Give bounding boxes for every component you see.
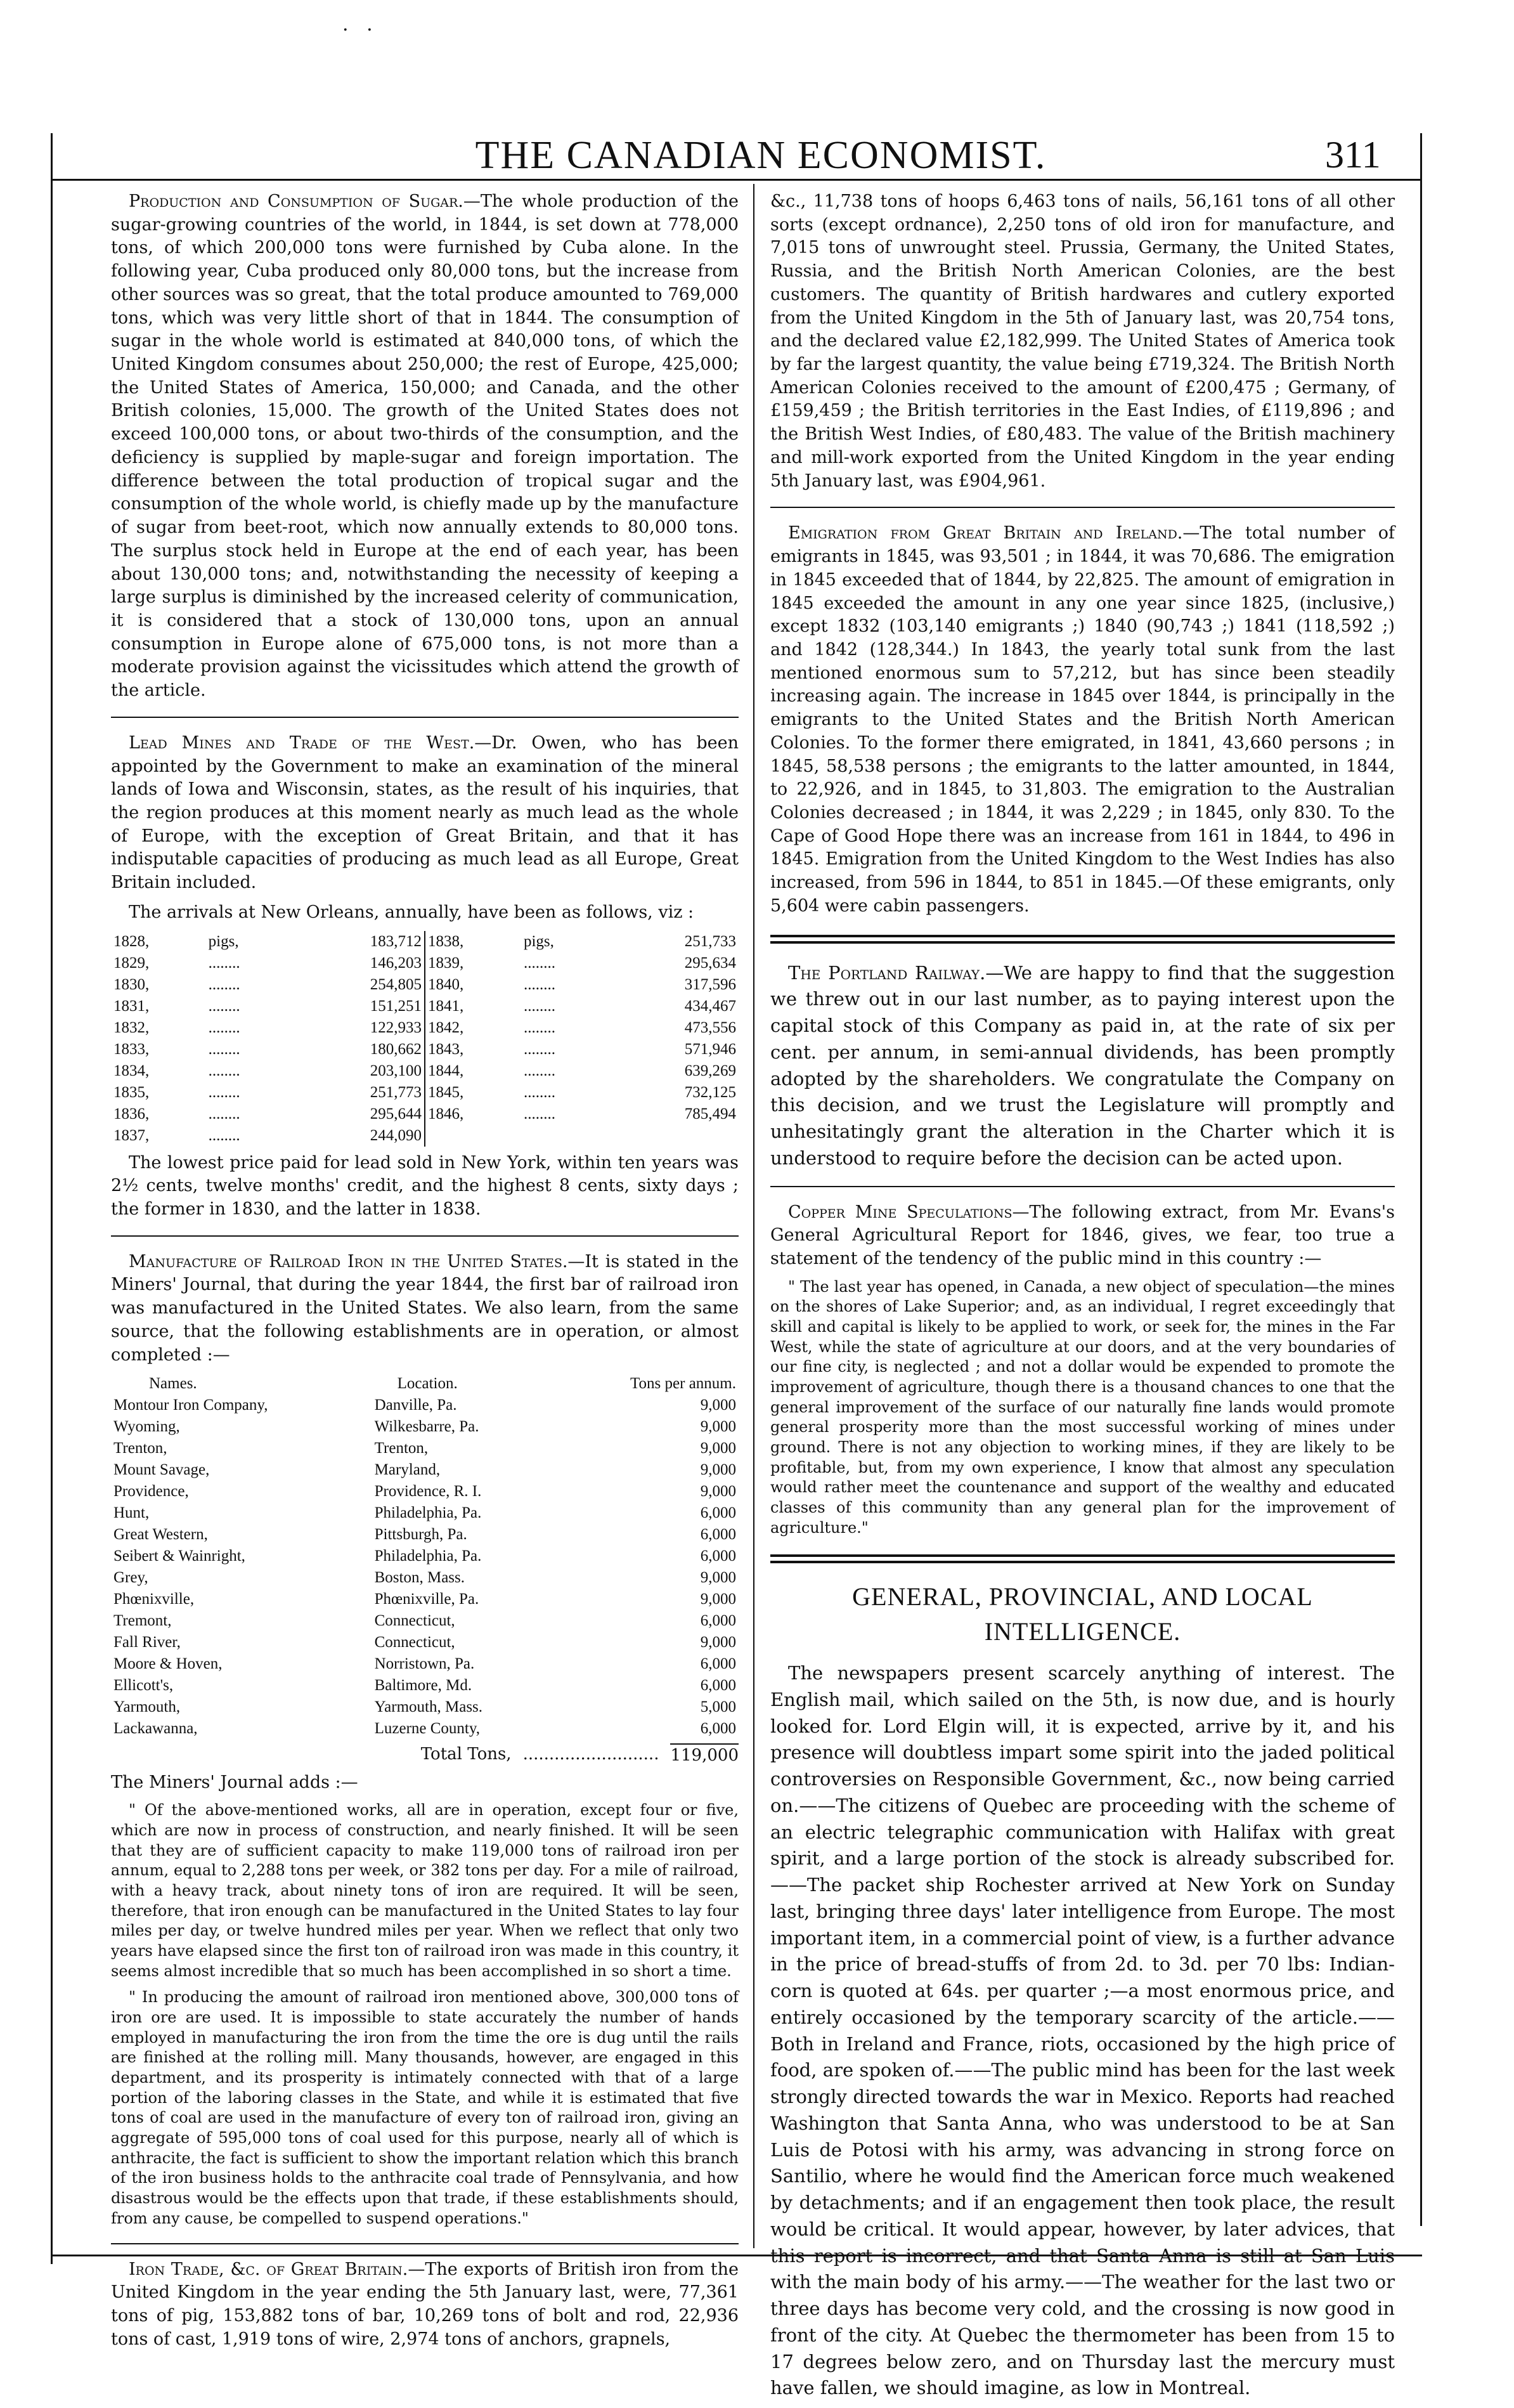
cell-value: 180,662 xyxy=(370,1040,422,1058)
lead-price-note: The lowest price paid for lead sold in New York, within ten years was 2½ cents, twelve months' credit, and the highest 8 cents, sixty days ; the former in 1830, and the latter in 1838. xyxy=(111,1152,739,1219)
col-tons-header: Tons per annum. xyxy=(630,1375,736,1393)
cell-tons: 9,000 xyxy=(700,1483,736,1500)
cell-unit: ........ xyxy=(523,975,555,993)
cell-year: 1839, xyxy=(425,953,521,974)
cell-year: 1841, xyxy=(425,996,521,1017)
cell-tons: 6,000 xyxy=(700,1720,736,1738)
cell-tons: 9,000 xyxy=(700,1461,736,1479)
section-divider xyxy=(111,1235,739,1237)
table-row xyxy=(111,1524,739,1546)
cell-unit: ........ xyxy=(208,1126,240,1144)
iron-continued: &c., 11,738 tons of hoops 6,463 tons of nails, 56,161 tons of all other sorts (except ordnance), 2,250 tons of old iron for manufacture, and 7,015 tons of unwrought steel. Prussia, Germany, the United States, Russia, and the British North American Colonies, are the best customers. The quantity of British hardwares and cutlery exported from the United Kingdom in the 5th of January last, was 20,754 tons, and the declared value £2,182,999. The United States of America took by far the largest quantity, the value being £719,324. The British North American Colonies received to the amount of £200,475 ; Germany, of £159,459 ; the British territories in the East Indies, of £119,896 ; and the British West Indies, of £80,483. The value of the British machinery and mill-work exported from the United Kingdom in the year ending 5th January last, was £904,961. xyxy=(770,192,1395,491)
table-row xyxy=(111,1653,739,1675)
cell-name: Wyoming, xyxy=(113,1418,180,1436)
table-row xyxy=(111,1395,739,1416)
double-rule xyxy=(770,935,1395,944)
portland-article xyxy=(770,960,1395,1172)
lead-article xyxy=(111,732,739,895)
emigration-heading: Emigration from Great Britain and Ireland. xyxy=(788,523,1183,543)
cell-year: 1829, xyxy=(113,954,150,972)
cell-location: Baltimore, Md. xyxy=(374,1677,472,1695)
rail-heading: Manufacture of Railroad Iron in the United States. xyxy=(129,1251,568,1272)
left-border xyxy=(51,133,53,2264)
table-row xyxy=(111,1481,739,1502)
cell-tons: 9,000 xyxy=(700,1591,736,1608)
cell-location: Philadelphia, Pa. xyxy=(374,1504,482,1522)
general-heading: GENERAL, PROVINCIAL, AND LOCAL INTELLIGENCE. xyxy=(852,1582,1313,1646)
total-leader: .......................... xyxy=(522,1745,659,1764)
cell-name: Montour Iron Company, xyxy=(113,1396,268,1414)
cell-tons: 9,000 xyxy=(700,1634,736,1651)
section-divider xyxy=(770,507,1395,508)
cell-unit: ........ xyxy=(208,954,240,972)
cell-unit: ........ xyxy=(523,1083,555,1101)
cell-tons: 6,000 xyxy=(700,1547,736,1565)
cell-name: Phœnixville, xyxy=(113,1591,195,1608)
emigration-text: —The total number of emigrants in 1845, was 93,501 ; in 1844, it was 70,686. The emigration in 1845 exceeded that of 1844, by 22,825. The amount of emigration in 1845 exceeded the amount in any one year since 1825, (inclusive,) except 1832 (103,140 emigrants ;) 1840 (90,743 ;) 1841 (118,592 ;) and 1842 (128,344.) In 1843, the yearly total sunk from the last mentioned enormous sum to 57,212, but has since been steadily increasing again. The increase in 1845 over 1844, is principally in the emigrants to the United States and the British North American Colonies. To the former there emigrated, in 1841, 43,660 persons ; in 1845, 58,538 persons ; the emigrants to the latter amounted, in 1844, to 22,926, and in 1845, to 31,803. The emigration to the Australian Colonies decreased ; in 1844, it was 2,229 ; in 1845, only 830. To the Cape of Good Hope there was an increase from 161 in 1844, to 496 in 1845. Emigration from the United Kingdom to the West Indies has also increased, from 596 in 1844, to 851 in 1845.—Of these emigrants, only 5,604 were cabin passengers. xyxy=(770,523,1395,916)
cell-name: Trenton, xyxy=(113,1440,167,1457)
page-title: THE CANADIAN ECONOMIST. xyxy=(475,134,1047,177)
cell-year: 1840, xyxy=(425,974,521,996)
table-row xyxy=(111,1459,739,1481)
table-row xyxy=(111,1675,739,1696)
total-row xyxy=(111,1743,739,1767)
iron-article xyxy=(111,2258,739,2352)
cell-year: 1834, xyxy=(113,1062,150,1079)
table-row xyxy=(111,974,739,996)
cell-year: 1846, xyxy=(425,1103,521,1125)
table-row xyxy=(111,1610,739,1632)
cell-value: 434,467 xyxy=(684,997,736,1015)
cell-value: 295,644 xyxy=(370,1105,422,1123)
cell-tons: 6,000 xyxy=(700,1504,736,1522)
table-row xyxy=(111,1718,739,1740)
cell-empty xyxy=(521,1125,607,1147)
cell-tons: 9,000 xyxy=(700,1440,736,1457)
cell-value: 473,556 xyxy=(684,1019,736,1036)
lead-heading: Lead Mines and Trade of the West. xyxy=(129,732,475,753)
cell-year: 1830, xyxy=(113,975,150,993)
cell-name: Hunt, xyxy=(113,1504,150,1522)
table-row xyxy=(111,1567,739,1589)
cell-tons: 9,000 xyxy=(700,1418,736,1436)
right-border xyxy=(1420,133,1422,2226)
section-divider xyxy=(770,1186,1395,1187)
iron-text: —The exports of British iron from the United Kingdom in the year ending the 5th January last, were, 77,361 tons of pig, 153,882 tons of bar, 10,269 tons of bolt and rod, 22,936 tons of cast, 1,919 tons of wire, 2,974 tons of anchors, grapnels, xyxy=(111,2259,739,2349)
sugar-text: —The whole production of the sugar-growing countries of the world, in 1844, is set down at 778,000 tons, of which 200,000 tons were furnished by Cuba alone. In the following year, Cuba produced only 80,000 tons, but the increase from other sources was so great, that the total produce amounted to 769,000 tons, which was very little short of that in 1844. The consumption of sugar in the whole world is estimated at 840,000 tons, of which the United Kingdom consumes about 250,000; the rest of Europe, 425,000; the United States of America, 150,000; and Canada, and the other British colonies, 15,000. The growth of the United States does not exceed 100,000 tons, or about two-thirds of the consumption, and the deficiency is supplied by maple-sugar and foreign importation. The difference between the total production of tropical sugar and the consumption of the whole world, is chiefly made up by the manufacture of sugar from beet-root, which now annually extends to 80,000 tons. The surplus stock held in Europe at the end of each year, has been about 130,000 tons; and, notwithstanding the necessity of keeping a large surplus is diminished by the increased celerity of communication, it is considered that a stock of 130,000 tons, upon an annual consumption in Europe alone of 675,000 tons, is not more than a moderate provision against the vicissitudes which attend the growth of the article. xyxy=(111,192,739,701)
portland-text: —We are happy to find that the suggestion we threw out in our last number, as to paying interest upon the capital stock of this Company as paid in, at the rate of six per cent. per annum, in semi-annual dividends, has been promptly adopted by the shareholders. We congratulate the Company on this decision, and we trust the Legislature will promptly and unhesitatingly grant the alteration in the Charter which it is understood to require before the decision can be acted upon. xyxy=(770,961,1395,1169)
cell-unit: ........ xyxy=(523,1062,555,1079)
table-row xyxy=(111,1017,739,1039)
cell-year: 1843, xyxy=(425,1039,521,1060)
cell-empty xyxy=(607,1125,739,1147)
header-rule xyxy=(51,179,1422,181)
cell-location: Phœnixville, Pa. xyxy=(374,1591,479,1608)
table-row xyxy=(111,1438,739,1459)
cell-unit: ........ xyxy=(208,1019,240,1036)
table-row xyxy=(111,1502,739,1524)
cell-value: 251,773 xyxy=(370,1083,422,1101)
left-column xyxy=(111,190,739,2357)
cell-tons: 5,000 xyxy=(700,1698,736,1716)
cell-unit: pigs, xyxy=(523,932,554,950)
lead-arrivals-table xyxy=(111,931,739,1147)
general-text: The newspapers present scarcely anything of interest. The English mail, which sailed on the 5th, is now due, and is hourly looked for. Lord Elgin will, it is expected, arrive by it, and his presence will doubtless impart some spirit into the jaded political controversies on Responsible Government, &c., now being carried on.——The citizens of Quebec are proceeding with the scheme of an electric telegraphic communication with Halifax with great spirit, and a large portion of the stock is already subscribed for.——The packet ship Rochester arrived at New York on Sunday last, bringing three days' later intelligence from Europe. The most important item, in a commercial point of view, is a further advance in the price of bread-stuffs of from 2d. to 3d. per 70 lbs: Indian-corn is quoted at 64s. per quarter ;—a most enormous price, and entirely occasioned by the temporary scarcity of the article.——Both in Ireland and France, riots, occasioned by the high price of food, are spoken of.——The public mind has been for the last week strongly directed towards the war in Mexico. Reports had reached Washington that Santa Anna, who was understood to be at San Luis de Potosi with his army, was advancing in strong force on Santilio, where he would find the American force much weakened by detachments; and if an engagement then took place, the result would be critical. It would appear, however, by later advices, that this report is incorrect, and that Santa Anna is still at San Luis with the main body of his army.——The weather for the last two or three days has become very cold, and the crossing is now good in front of the city. At Quebec the thermometer has been from 15 to 17 degrees below zero, and on Thursday last the mercury must have fallen, we should imagine, as low in Montreal. xyxy=(770,1662,1395,2399)
total-value: 119,000 xyxy=(670,1743,739,1767)
cell-value: 251,733 xyxy=(684,932,736,950)
table-row xyxy=(111,1696,739,1718)
cell-unit: ........ xyxy=(208,997,240,1015)
cell-year: 1838, xyxy=(425,931,521,953)
cell-unit: ........ xyxy=(523,997,555,1015)
cell-value: 146,203 xyxy=(370,954,422,972)
cell-unit: ........ xyxy=(208,1105,240,1123)
table-row xyxy=(111,931,739,953)
cell-location: Connecticut, xyxy=(374,1634,455,1651)
iron-heading: Iron Trade, &c. of Great Britain. xyxy=(129,2259,408,2279)
table-row xyxy=(111,1103,739,1125)
cell-year: 1836, xyxy=(113,1105,150,1123)
cell-unit: ........ xyxy=(523,1105,555,1123)
cell-tons: 6,000 xyxy=(700,1677,736,1695)
cell-value: 317,596 xyxy=(684,975,736,993)
cell-name: Tremont, xyxy=(113,1612,172,1630)
cell-year: 1828, xyxy=(113,932,150,950)
cell-unit: ........ xyxy=(523,1019,555,1036)
cell-year: 1842, xyxy=(425,1017,521,1039)
cell-name: Seibert & Wainright, xyxy=(113,1547,245,1565)
table-row xyxy=(111,996,739,1017)
cell-year: 1844, xyxy=(425,1060,521,1082)
journal-adds: The Miners' Journal adds :— xyxy=(111,1772,358,1792)
cell-value: 732,125 xyxy=(684,1083,736,1101)
cell-location: Trenton, xyxy=(374,1440,429,1457)
sugar-heading: Production and Consumption of Sugar. xyxy=(129,192,463,211)
rail-article xyxy=(111,1251,739,1367)
cell-location: Pittsburgh, Pa. xyxy=(374,1526,467,1544)
table-row xyxy=(111,1632,739,1653)
cell-location: Danville, Pa. xyxy=(374,1396,457,1414)
cell-value: 151,251 xyxy=(370,997,422,1015)
cell-unit: ........ xyxy=(208,1062,240,1079)
cell-tons: 9,000 xyxy=(700,1396,736,1414)
table-row xyxy=(111,1060,739,1082)
cell-value: 244,090 xyxy=(370,1126,422,1144)
cell-year: 1835, xyxy=(113,1083,150,1101)
cell-value: 254,805 xyxy=(370,975,422,993)
cell-year: 1831, xyxy=(113,997,150,1015)
double-rule xyxy=(770,1554,1395,1563)
journal-quote-1: " Of the above-mentioned works, all are in operation, except four or five, which are now in process of construction, and nearly finished. It will be seen that they are of sufficient capacity to make 119,000 tons of railroad iron per annum, equal to 2,288 tons per week, or 382 tons per day. For a mile of railroad, with a heavy track, about ninety tons of iron are required. It will be seen, therefore, that iron enough can be manufactured in the United States to lay four miles per day, or twelve hundred miles per year. When we reflect that only two years have elapsed since the first ton of railroad iron was made in this country, it seems almost incredible that so much has been accomplished in so short a time. xyxy=(111,1801,739,1980)
cell-tons: 9,000 xyxy=(700,1569,736,1587)
scan-marks: · · xyxy=(342,19,373,41)
cell-location: Luzerne County, xyxy=(374,1720,481,1738)
railroad-works-table xyxy=(111,1373,739,1740)
cell-tons: 6,000 xyxy=(700,1655,736,1673)
cell-name: Moore & Hoven, xyxy=(113,1655,223,1673)
cell-location: Providence, R. I. xyxy=(374,1483,482,1500)
cell-location: Yarmouth, Mass. xyxy=(374,1698,483,1716)
section-divider xyxy=(111,717,739,718)
copper-heading: Copper Mine Speculations xyxy=(788,1202,1013,1222)
cell-name: Ellicott's, xyxy=(113,1677,174,1695)
table-row xyxy=(111,1039,739,1060)
lead-text: —Dr. Owen, who has been appointed by the Government to make an examination of the mineral lands of Iowa and Wisconsin, states, as the result of his inquiries, that the region produces at this moment nearly as much lead as the whole of Europe, with the exception of Great Britain, and that it has indisputable capacities of producing as much lead as all Europe, Great Britain included. xyxy=(111,732,739,893)
cell-name: Grey, xyxy=(113,1569,148,1587)
cell-unit: ........ xyxy=(523,954,555,972)
table-row xyxy=(111,1589,739,1610)
rail-text: —It is stated in the Miners' Journal, that during the year 1844, the first bar of railroad iron was manufactured in the United States. We also learn, from the same source, that the following establishments are in operation, or almost completed :— xyxy=(111,1251,739,1365)
copper-quote: " The last year has opened, in Canada, a new object of speculation—the mines on the shores of Lake Superior; and, as an individual, I regret exceedingly that skill and capital is likely to be applied to work, or seek for, the mines in the Far West, while the state of agriculture at our doors, and at the very boundaries of our fine city, is neglected ; and not a dollar would be expended to promote the improvement of agriculture, though there is a thousand chances to one that the general improvement of the surface of our naturally fine lands would promote general prosperity more than the most successful working of mines under ground. There is not any objection to working mines, if they are likely to be profitable, but, from my own experience, I know that almost any speculation would rather meet the countenance and support of the wealthy and educated classes of this community than any general plan for the improvement of agriculture." xyxy=(770,1277,1395,1537)
cell-value: 571,946 xyxy=(684,1040,736,1058)
table-row xyxy=(111,1416,739,1438)
cell-unit: ........ xyxy=(208,975,240,993)
cell-value: 785,494 xyxy=(684,1105,736,1123)
sugar-article xyxy=(111,190,739,703)
cell-name: Mount Savage, xyxy=(113,1461,210,1479)
copper-article xyxy=(770,1201,1395,1271)
cell-name: Yarmouth, xyxy=(113,1698,181,1716)
cell-year: 1833, xyxy=(113,1040,150,1058)
cell-location: Maryland, xyxy=(374,1461,441,1479)
cell-tons: 6,000 xyxy=(700,1612,736,1630)
cell-name: Fall River, xyxy=(113,1634,181,1651)
cell-unit: ........ xyxy=(208,1040,240,1058)
cell-location: Philadelphia, Pa. xyxy=(374,1547,482,1565)
emigration-article xyxy=(770,522,1395,918)
table-row xyxy=(111,1082,739,1103)
cell-location: Boston, Mass. xyxy=(374,1569,465,1587)
cell-value: 295,634 xyxy=(684,954,736,972)
total-label: Total Tons, xyxy=(420,1745,512,1764)
cell-location: Connecticut, xyxy=(374,1612,455,1630)
copper-text: —The following extract, from Mr. Evans's General Agricultural Report for 1846, gives, we fear, too true a statement of the tendency of the public mind in this country :— xyxy=(770,1202,1395,1268)
page-number: 311 xyxy=(1325,134,1381,176)
cell-name: Providence, xyxy=(113,1483,189,1500)
cell-unit: ........ xyxy=(523,1040,555,1058)
cell-value: 183,712 xyxy=(370,932,422,950)
cell-unit: pigs, xyxy=(208,932,239,950)
table-row xyxy=(111,953,739,974)
cell-name: Great Western, xyxy=(113,1526,208,1544)
cell-year: 1837, xyxy=(113,1126,150,1144)
cell-year: 1845, xyxy=(425,1082,521,1103)
cell-value: 639,269 xyxy=(684,1062,736,1079)
cell-value: 122,933 xyxy=(370,1019,422,1036)
col-location-header: Location. xyxy=(397,1375,458,1393)
column-divider xyxy=(753,184,754,2248)
section-divider xyxy=(111,2243,739,2244)
cell-tons: 6,000 xyxy=(700,1526,736,1544)
arrivals-intro: The arrivals at New Orleans, annually, have been as follows, viz : xyxy=(129,902,694,922)
table-row xyxy=(111,1125,739,1147)
cell-name: Lackawanna, xyxy=(113,1720,198,1738)
portland-heading: The Portland Railway. xyxy=(788,961,986,984)
journal-quote-2: " In producing the amount of railroad iron mentioned above, 300,000 tons of iron ore are used. It is impossible to state accurately the number of hands employed in manufacturing the iron from the time the ore is dug until the rails are finished at the rolling mill. Many thousands, however, are engaged in this department, and its prosperity is intimately connected with that of a large portion of the laboring classes in the State, and while it is estimated that five tons of coal are used in the manufacture of every ton of railroad iron, giving an aggregate of 595,000 tons of coal used for this purpose, nearly all of which is anthracite, the fact is sufficient to show the important relation which this branch of the iron business holds to the anthracite coal trade of Pennsylvania, and how disastrous would be the effects upon that trade, if these establishments should, from any cause, be compelled to suspend operations." xyxy=(111,1988,739,2227)
cell-empty xyxy=(425,1125,521,1147)
right-column xyxy=(770,190,1395,2408)
cell-location: Wilkesbarre, Pa. xyxy=(374,1418,479,1436)
cell-unit: ........ xyxy=(208,1083,240,1101)
table-row xyxy=(111,1546,739,1567)
cell-year: 1832, xyxy=(113,1019,150,1036)
cell-value: 203,100 xyxy=(370,1062,422,1079)
cell-location: Norristown, Pa. xyxy=(374,1655,475,1673)
col-names-header: Names. xyxy=(149,1375,197,1393)
